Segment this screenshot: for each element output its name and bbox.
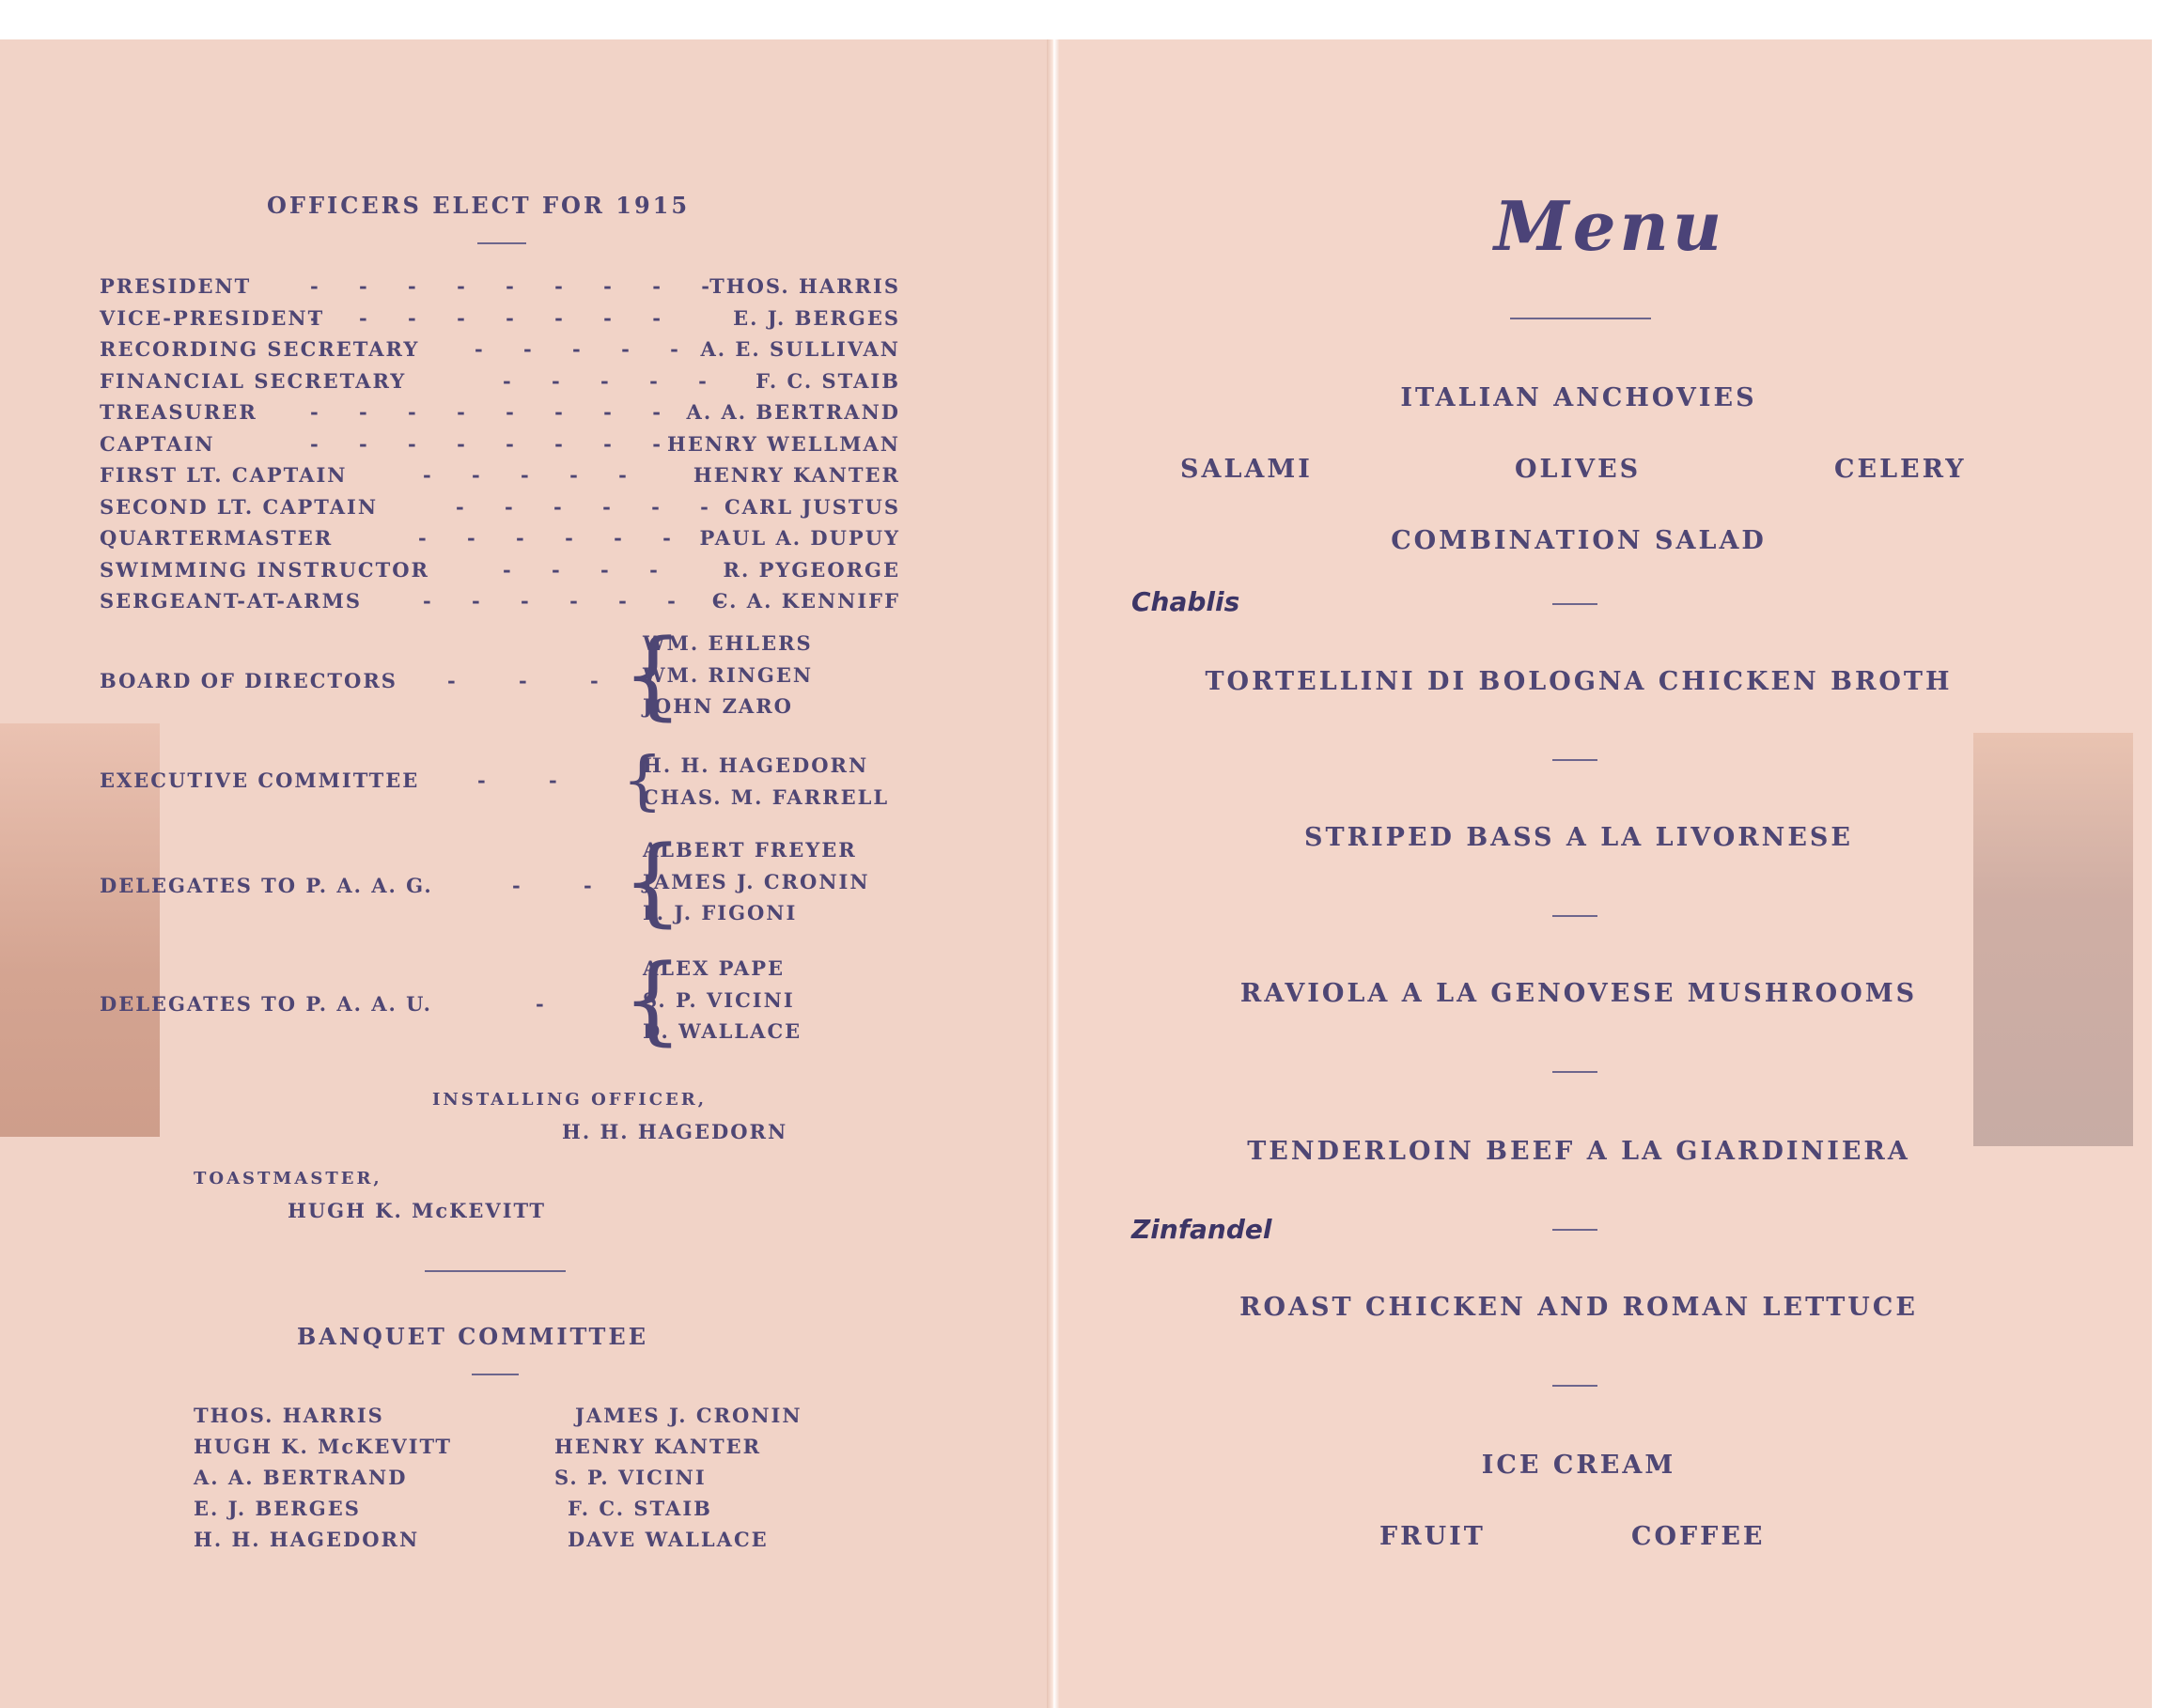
officer-leader-dots: - - - - - - - - — [310, 431, 678, 456]
course-striped-bass: STRIPED BASS A LA LIVORNESE — [1304, 823, 1853, 852]
officer-leader-dots: - - - - - — [423, 463, 644, 487]
banquet-member-name: E. J. BERGES — [194, 1497, 361, 1520]
officer-leader-dots: - - - - — [503, 557, 675, 582]
course-celery: CELERY — [1834, 455, 1967, 484]
officer-role: FINANCIAL SECRETARY — [100, 368, 407, 393]
course-divider — [1552, 603, 1597, 605]
officer-name: C. A. KENNIFF — [711, 589, 900, 613]
group-role: BOARD OF DIRECTORS — [100, 669, 397, 692]
course-fruit: FRUIT — [1379, 1522, 1486, 1551]
group-member-name: CHAS. M. FARRELL — [643, 784, 890, 809]
officer-name: HENRY WELLMAN — [666, 431, 900, 456]
officer-leader-dots: - - - - - - — [418, 526, 688, 550]
wine-zinfandel: Zinfandel — [1131, 1214, 1272, 1245]
group-role: DELEGATES TO P. A. A. G. — [100, 874, 433, 897]
officer-name: E. J. BERGES — [733, 305, 900, 330]
banquet-committee-heading: BANQUET COMMITTEE — [297, 1323, 649, 1350]
banquet-member-name: DAVE WALLACE — [568, 1528, 769, 1551]
group-role: DELEGATES TO P. A. A. U. — [100, 992, 432, 1016]
officer-name: A. A. BERTRAND — [686, 400, 900, 424]
officer-role: CAPTAIN — [100, 431, 215, 456]
banquet-member-name: A. A. BERTRAND — [194, 1466, 408, 1489]
officer-role: FIRST LT. CAPTAIN — [100, 463, 348, 487]
group-member-name: F. J. FIGONI — [643, 901, 798, 924]
officer-role: TREASURER — [100, 400, 257, 424]
officer-role: QUARTERMASTER — [100, 526, 334, 550]
group-member-name: JOHN ZARO — [643, 694, 793, 718]
tape-right-edge — [1973, 733, 2133, 1146]
officer-role: VICE-PRESIDENT — [100, 305, 325, 330]
installing-officer-label: INSTALLING OFFICER, — [432, 1090, 708, 1110]
group-brace: { — [622, 944, 683, 1056]
officer-name: F. C. STAIB — [756, 368, 900, 393]
wine-chablis: Chablis — [1131, 586, 1240, 617]
group-leader-dots: - - — [512, 874, 620, 897]
officer-leader-dots: - - - - - - — [456, 494, 725, 519]
banquet-member-name: S. P. VICINI — [554, 1466, 707, 1489]
group-role: EXECUTIVE COMMITTEE — [100, 769, 420, 792]
officer-name: R. PYGEORGE — [723, 557, 900, 582]
officer-leader-dots: - - - - - - - - — [310, 305, 678, 330]
course-divider — [1552, 1071, 1597, 1073]
officer-leader-dots: - - - - - — [475, 337, 695, 361]
officer-leader-dots: - - - - - — [503, 368, 724, 393]
page-fold — [1047, 39, 1060, 1708]
group-brace: { — [622, 826, 683, 938]
group-brace: { — [622, 744, 663, 818]
group-member-name: WM. RINGEN — [643, 662, 814, 687]
course-divider — [1552, 915, 1597, 917]
banquet-divider-rule — [425, 1270, 566, 1272]
officer-role: PRESIDENT — [100, 274, 252, 298]
group-member-name: H. H. HAGEDORN — [643, 753, 869, 777]
officer-name: A. E. SULLIVAN — [700, 337, 900, 361]
officer-role: SWIMMING INSTRUCTOR — [100, 557, 429, 582]
installing-officer-name: H. H. HAGEDORN — [562, 1120, 788, 1143]
officers-heading: OFFICERS ELECT FOR 1915 — [267, 192, 691, 219]
officer-name: PAUL A. DUPUY — [699, 526, 900, 550]
group-leader-dots: - — [536, 992, 572, 1016]
group-leader-dots: - - - — [447, 669, 627, 692]
group-member-name: S. P. VICINI — [643, 987, 795, 1012]
course-ice-cream: ICE CREAM — [1481, 1451, 1676, 1480]
officer-name: HENRY KANTER — [693, 463, 900, 487]
officer-leader-dots: - - - - - - - - - — [310, 274, 726, 298]
toastmaster-name: HUGH K. McKEVITT — [288, 1199, 547, 1222]
banquet-member-name: F. C. STAIB — [568, 1497, 712, 1520]
group-brace: { — [622, 619, 683, 731]
officer-role: RECORDING SECRETARY — [100, 337, 420, 361]
course-combination-salad: COMBINATION SALAD — [1391, 526, 1767, 555]
banquet-member-name: JAMES J. CRONIN — [575, 1404, 802, 1427]
banquet-member-name: THOS. HARRIS — [194, 1404, 384, 1427]
course-divider — [1552, 1229, 1597, 1231]
group-leader-dots: - - — [477, 769, 585, 792]
group-member-name: D. WALLACE — [643, 1019, 802, 1043]
officer-leader-dots: - - - - - - - — [423, 589, 741, 613]
group-member-name: WM. EHLERS — [643, 631, 813, 655]
course-divider — [1552, 1385, 1597, 1387]
course-divider — [1552, 759, 1597, 761]
officer-leader-dots: - - - - - - - - — [310, 400, 678, 424]
officer-name: CARL JUSTUS — [724, 494, 900, 519]
officer-name: THOS. HARRIS — [709, 274, 900, 298]
course-italian-anchovies: ITALIAN ANCHOVIES — [1400, 383, 1757, 412]
banquet-heading-rule — [472, 1374, 519, 1375]
menu-title: Menu — [1494, 186, 1726, 266]
menu-title-rule — [1510, 318, 1651, 319]
course-salami: SALAMI — [1180, 455, 1313, 484]
officer-role: SECOND LT. CAPTAIN — [100, 494, 379, 519]
course-tenderloin: TENDERLOIN BEEF A LA GIARDINIERA — [1247, 1137, 1910, 1166]
group-member-name: JAMES J. CRONIN — [643, 869, 870, 893]
toastmaster-label: TOASTMASTER, — [194, 1169, 382, 1188]
course-raviola: RAVIOLA A LA GENOVESE MUSHROOMS — [1239, 979, 1918, 1008]
banquet-member-name: HUGH K. McKEVITT — [194, 1435, 453, 1458]
banquet-member-name: HENRY KANTER — [554, 1435, 762, 1458]
course-tortellini: TORTELLINI DI BOLOGNA CHICKEN BROTH — [1205, 667, 1953, 696]
officers-heading-rule — [477, 242, 526, 244]
group-member-name: ALEX PAPE — [643, 956, 786, 980]
course-roast-chicken: ROAST CHICKEN AND ROMAN LETTUCE — [1239, 1293, 1918, 1322]
banquet-member-name: H. H. HAGEDORN — [194, 1528, 420, 1551]
course-coffee: COFFEE — [1631, 1522, 1766, 1551]
course-olives: OLIVES — [1515, 455, 1642, 484]
officer-role: SERGEANT-AT-ARMS — [100, 589, 363, 613]
group-member-name: ALBERT FREYER — [643, 838, 857, 862]
